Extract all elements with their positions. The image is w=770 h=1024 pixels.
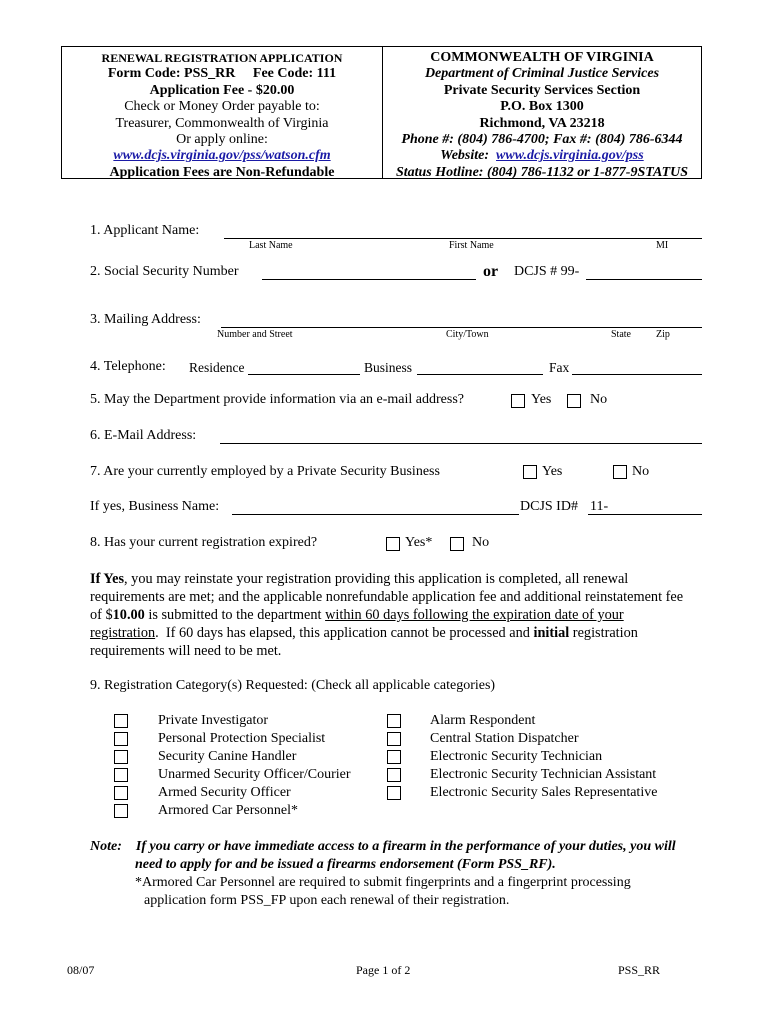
agency-department: Department of Criminal Justice Services bbox=[424, 66, 660, 82]
business-name-label: If yes, Business Name: bbox=[90, 499, 220, 514]
fax-field[interactable] bbox=[572, 374, 702, 375]
header-box bbox=[61, 46, 702, 179]
website-link[interactable]: www.dcjs.virginia.gov/pss bbox=[496, 148, 644, 164]
agency-city: Richmond, VA 23218 bbox=[479, 115, 605, 131]
agency-commonwealth: COMMONWEALTH OF VIRGINIA bbox=[430, 50, 654, 65]
cat-electronic-sales: Electronic Security Sales Representative bbox=[430, 785, 658, 800]
reinstate-line-1: , you may reinstate your registration providing this application is completed, all renewal bbox=[124, 571, 629, 587]
or-text: or bbox=[483, 263, 499, 280]
last-name-caption: Last Name bbox=[249, 240, 293, 251]
q5-no-checkbox[interactable] bbox=[567, 394, 581, 408]
q5-label: 5. May the Department provide information via an e-mail address? bbox=[90, 392, 464, 407]
cat-electronic-tech-assistant-checkbox[interactable] bbox=[387, 768, 401, 782]
reinstate-line-5: requirements will need to be met. bbox=[90, 643, 282, 659]
form-title: RENEWAL REGISTRATION APPLICATION bbox=[101, 51, 343, 65]
dcjs-id-field[interactable] bbox=[588, 514, 702, 515]
footer-date: 08/07 bbox=[67, 963, 95, 977]
q7-no-checkbox[interactable] bbox=[613, 465, 627, 479]
cat-alarm-respondent: Alarm Respondent bbox=[430, 713, 536, 728]
cat-personal-protection-checkbox[interactable] bbox=[114, 732, 128, 746]
online-application-link[interactable]: www.dcjs.virginia.gov/pss/watson.cfm bbox=[113, 148, 331, 164]
footer-page: Page 1 of 2 bbox=[356, 963, 411, 977]
q9-label: 9. Registration Category(s) Requested: (Check all applicable categories) bbox=[90, 678, 496, 693]
q7-label: 7. Are your currently employed by a Private Security Business bbox=[90, 464, 440, 479]
state-caption: State bbox=[611, 329, 631, 340]
dcjs-number-label: DCJS # 99- bbox=[514, 264, 580, 279]
header-right bbox=[382, 50, 702, 181]
note-line-1: If you carry or have immediate access to a firearm in the performance of your duties, you will bbox=[135, 839, 676, 854]
agency-phone: Phone #: (804) 786-4700; Fax #: (804) 786-6344 bbox=[401, 132, 683, 148]
q4-label: 4. Telephone: bbox=[90, 359, 166, 374]
street-caption: Number and Street bbox=[217, 329, 293, 340]
cat-unarmed-officer: Unarmed Security Officer/Courier bbox=[158, 767, 351, 782]
note-line-4: application form PSS_FP upon each renewal of their registration. bbox=[144, 893, 510, 908]
if-yes-bold: If Yes bbox=[90, 571, 125, 587]
business-name-field[interactable] bbox=[232, 514, 519, 515]
reinstatement-paragraph bbox=[90, 570, 725, 660]
cat-central-station-checkbox[interactable] bbox=[387, 732, 401, 746]
reinstate-line-3c: within 60 days following the expiration date of your bbox=[325, 607, 624, 623]
cat-alarm-respondent-checkbox[interactable] bbox=[387, 714, 401, 728]
ssn-field[interactable] bbox=[262, 279, 476, 280]
mi-caption: MI bbox=[656, 240, 669, 251]
note-line-2: need to apply for and be issued a firearms endorsement (Form PSS_RF). bbox=[135, 857, 556, 872]
applicant-name-field[interactable] bbox=[224, 238, 702, 239]
q8-no-label: No bbox=[472, 535, 490, 550]
cat-unarmed-officer-checkbox[interactable] bbox=[114, 768, 128, 782]
city-caption: City/Town bbox=[446, 329, 489, 340]
cat-canine-handler-checkbox[interactable] bbox=[114, 750, 128, 764]
q5-yes-checkbox[interactable] bbox=[511, 394, 525, 408]
dcjs-number-field[interactable] bbox=[586, 279, 702, 280]
dcjs-id-label: DCJS ID# bbox=[520, 499, 578, 514]
residence-label: Residence bbox=[189, 360, 245, 375]
online-text: Or apply online: bbox=[176, 132, 268, 148]
nonrefundable-note: Application Fees are Non-Refundable bbox=[109, 164, 335, 180]
business-phone-field[interactable] bbox=[417, 374, 543, 375]
reinstate-line-4b: . If 60 days has elapsed, this application cannot be processed and bbox=[155, 625, 534, 641]
reinstate-line-4a: registration bbox=[90, 625, 156, 641]
note-label: Note: bbox=[90, 839, 122, 854]
q7-yes-checkbox[interactable] bbox=[523, 465, 537, 479]
cat-electronic-sales-checkbox[interactable] bbox=[387, 786, 401, 800]
q7-no-label: No bbox=[632, 464, 650, 479]
q8-yes-label: Yes* bbox=[405, 535, 433, 550]
header-left bbox=[62, 50, 382, 181]
residence-phone-field[interactable] bbox=[248, 374, 360, 375]
note-line-3: *Armored Car Personnel are required to submit fingerprints and a fingerprint processing bbox=[135, 875, 631, 890]
mailing-address-field[interactable] bbox=[221, 327, 702, 328]
initial-bold: initial bbox=[533, 625, 570, 641]
first-name-caption: First Name bbox=[449, 240, 494, 251]
q8-no-checkbox[interactable] bbox=[450, 537, 464, 551]
agency-po-box: P.O. Box 1300 bbox=[500, 99, 584, 115]
cat-armored-car-checkbox[interactable] bbox=[114, 804, 128, 818]
application-fee: Application Fee - $20.00 bbox=[149, 82, 295, 98]
cat-private-investigator: Private Investigator bbox=[158, 713, 269, 728]
website-label: Website: bbox=[440, 148, 490, 164]
q5-no-label: No bbox=[590, 392, 608, 407]
reinstate-fee: 10.00 bbox=[112, 607, 145, 623]
email-field[interactable] bbox=[220, 443, 702, 444]
q8-yes-checkbox[interactable] bbox=[386, 537, 400, 551]
q5-yes-label: Yes bbox=[531, 392, 552, 407]
cat-central-station: Central Station Dispatcher bbox=[430, 731, 579, 746]
cat-private-investigator-checkbox[interactable] bbox=[114, 714, 128, 728]
zip-caption: Zip bbox=[656, 329, 670, 340]
cat-personal-protection: Personal Protection Specialist bbox=[158, 731, 326, 746]
reinstate-line-3a: of $ bbox=[90, 607, 113, 623]
business-phone-label: Business bbox=[364, 360, 413, 375]
status-hotline: Status Hotline: (804) 786-1132 or 1-877-9STATUS bbox=[395, 164, 689, 180]
cat-electronic-tech-assistant: Electronic Security Technician Assistant bbox=[430, 767, 657, 782]
fax-label: Fax bbox=[549, 360, 570, 375]
q3-label: 3. Mailing Address: bbox=[90, 312, 201, 327]
q6-label: 6. E-Mail Address: bbox=[90, 428, 197, 443]
q2-label: 2. Social Security Number bbox=[90, 264, 239, 279]
q7-yes-label: Yes bbox=[542, 464, 563, 479]
q1-label: 1. Applicant Name: bbox=[90, 223, 200, 238]
reinstate-line-4c: registration bbox=[569, 625, 638, 641]
reinstate-line-2: requirements are met; and the applicable nonrefundable application fee and additional reinstatement fee bbox=[90, 589, 684, 605]
cat-electronic-tech: Electronic Security Technician bbox=[430, 749, 603, 764]
cat-electronic-tech-checkbox[interactable] bbox=[387, 750, 401, 764]
cat-armored-car: Armored Car Personnel* bbox=[158, 803, 298, 818]
q8-label: 8. Has your current registration expired? bbox=[90, 535, 318, 550]
dcjs-id-prefix: 11- bbox=[590, 499, 609, 514]
payee: Treasurer, Commonwealth of Virginia bbox=[115, 115, 329, 131]
cat-armed-officer-checkbox[interactable] bbox=[114, 786, 128, 800]
payment-instruction: Check or Money Order payable to: bbox=[124, 99, 320, 115]
footer-form-code: PSS_RR bbox=[618, 963, 661, 977]
reinstate-line-3b: is submitted to the department bbox=[144, 607, 326, 623]
agency-section: Private Security Services Section bbox=[443, 82, 641, 98]
cat-canine-handler: Security Canine Handler bbox=[158, 749, 297, 764]
form-code: Form Code: PSS_RR Fee Code: 111 bbox=[107, 66, 337, 82]
firearm-note bbox=[90, 838, 730, 910]
cat-armed-officer: Armed Security Officer bbox=[158, 785, 291, 800]
